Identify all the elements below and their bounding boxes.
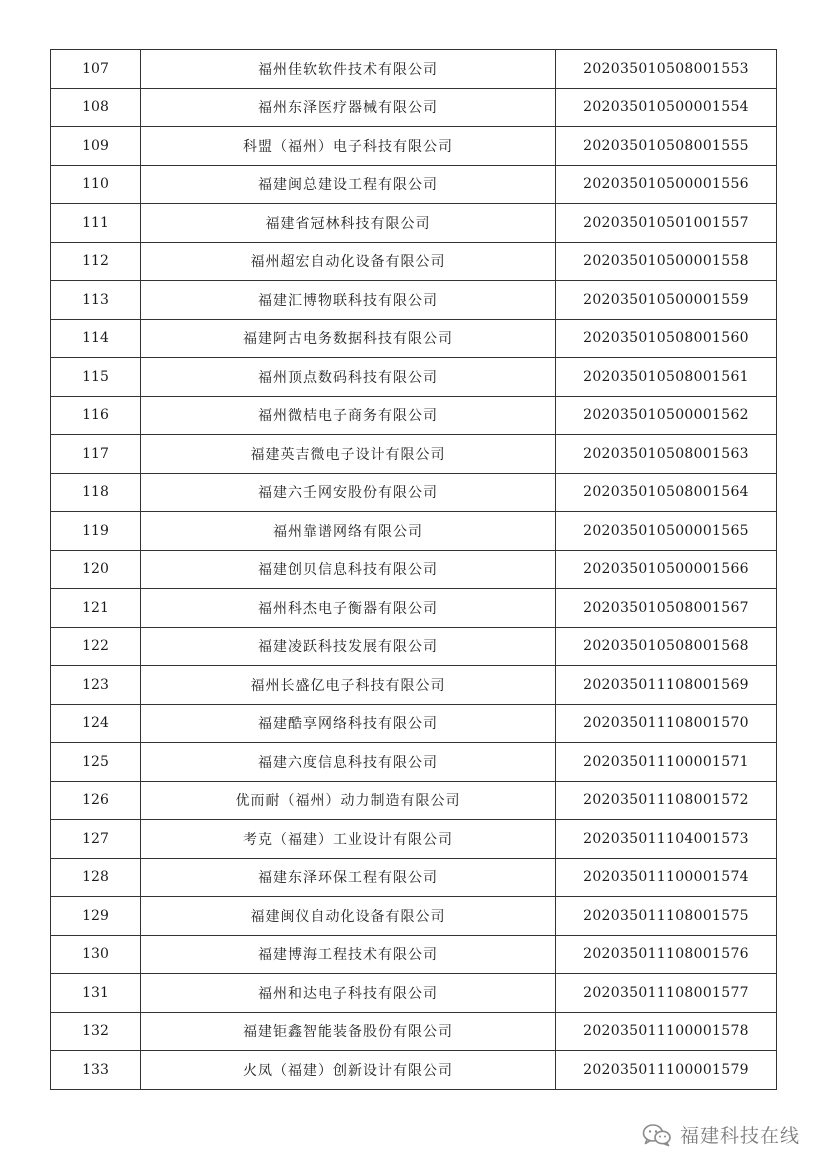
row-number: 132 (51, 1012, 141, 1051)
company-name: 福州微桔电子商务有限公司 (141, 396, 556, 435)
company-name: 福州顶点数码科技有限公司 (141, 358, 556, 397)
registration-code: 202035010500001558 (556, 242, 777, 281)
table-row (51, 589, 777, 628)
table-row (51, 127, 777, 166)
row-number: 122 (51, 627, 141, 666)
table-row (51, 242, 777, 281)
company-name: 福建六壬网安股份有限公司 (141, 473, 556, 512)
row-number: 111 (51, 204, 141, 243)
registration-code: 202035010500001554 (556, 88, 777, 127)
company-name: 火凤（福建）创新设计有限公司 (141, 1051, 556, 1090)
table-row (51, 512, 777, 551)
company-name: 福建闽总建设工程有限公司 (141, 165, 556, 204)
table-row (51, 550, 777, 589)
table-row (51, 743, 777, 782)
table-row (51, 820, 777, 859)
row-number: 124 (51, 704, 141, 743)
registration-code: 202035011108001570 (556, 704, 777, 743)
company-name: 福建六度信息科技有限公司 (141, 743, 556, 782)
company-name: 福建闽仪自动化设备有限公司 (141, 897, 556, 936)
registration-code: 202035011100001571 (556, 743, 777, 782)
company-name: 福建凌跃科技发展有限公司 (141, 627, 556, 666)
table-row (51, 974, 777, 1013)
row-number: 119 (51, 512, 141, 551)
registration-code: 202035011108001575 (556, 897, 777, 936)
table-row (51, 281, 777, 320)
table-row (51, 1012, 777, 1051)
row-number: 125 (51, 743, 141, 782)
registration-code: 202035010500001559 (556, 281, 777, 320)
registration-code: 202035011100001578 (556, 1012, 777, 1051)
company-name: 福州靠谱网络有限公司 (141, 512, 556, 551)
registration-code: 202035010500001565 (556, 512, 777, 551)
registration-code: 202035010508001563 (556, 435, 777, 474)
company-name: 优而耐（福州）动力制造有限公司 (141, 781, 556, 820)
row-number: 108 (51, 88, 141, 127)
registration-code: 202035011108001569 (556, 666, 777, 705)
company-name: 考克（福建）工业设计有限公司 (141, 820, 556, 859)
registration-code: 202035010500001562 (556, 396, 777, 435)
registration-code: 202035011104001573 (556, 820, 777, 859)
table-row (51, 1051, 777, 1090)
row-number: 126 (51, 781, 141, 820)
table-row (51, 704, 777, 743)
registration-code: 202035010508001567 (556, 589, 777, 628)
company-name: 福州和达电子科技有限公司 (141, 974, 556, 1013)
row-number: 116 (51, 396, 141, 435)
watermark-text: 福建科技在线 (679, 1125, 800, 1147)
registration-code: 202035010508001560 (556, 319, 777, 358)
registration-code: 202035010508001568 (556, 627, 777, 666)
table-row (51, 396, 777, 435)
table-row (51, 935, 777, 974)
table-row (51, 666, 777, 705)
company-name: 福州佳软软件技术有限公司 (141, 50, 556, 89)
table-row (51, 88, 777, 127)
row-number: 110 (51, 165, 141, 204)
watermark (642, 1121, 800, 1148)
company-name: 福建东泽环保工程有限公司 (141, 858, 556, 897)
company-name: 福建省冠林科技有限公司 (141, 204, 556, 243)
row-number: 128 (51, 858, 141, 897)
table-row (51, 319, 777, 358)
registration-code: 202035010508001555 (556, 127, 777, 166)
registration-code: 202035010500001566 (556, 550, 777, 589)
row-number: 123 (51, 666, 141, 705)
company-name: 福建汇博物联科技有限公司 (141, 281, 556, 320)
registration-code: 202035011108001576 (556, 935, 777, 974)
company-name: 福建创贝信息科技有限公司 (141, 550, 556, 589)
row-number: 112 (51, 242, 141, 281)
row-number: 107 (51, 50, 141, 89)
table-row (51, 897, 777, 936)
row-number: 131 (51, 974, 141, 1013)
table-row (51, 858, 777, 897)
row-number: 121 (51, 589, 141, 628)
row-number: 117 (51, 435, 141, 474)
row-number: 120 (51, 550, 141, 589)
table-row (51, 50, 777, 89)
company-name: 福州东泽医疗器械有限公司 (141, 88, 556, 127)
registration-code: 202035011108001577 (556, 974, 777, 1013)
row-number: 130 (51, 935, 141, 974)
company-name: 福州长盛亿电子科技有限公司 (141, 666, 556, 705)
table-row (51, 204, 777, 243)
row-number: 118 (51, 473, 141, 512)
company-name: 福建酷享网络科技有限公司 (141, 704, 556, 743)
row-number: 109 (51, 127, 141, 166)
company-name: 福建博海工程技术有限公司 (141, 935, 556, 974)
row-number: 133 (51, 1051, 141, 1090)
wechat-icon (642, 1123, 672, 1147)
company-name: 福建钜鑫智能装备股份有限公司 (141, 1012, 556, 1051)
company-name: 福州科杰电子衡器有限公司 (141, 589, 556, 628)
registration-code: 202035010508001561 (556, 358, 777, 397)
registration-code: 202035010508001564 (556, 473, 777, 512)
table-row (51, 781, 777, 820)
row-number: 114 (51, 319, 141, 358)
registration-code: 202035010508001553 (556, 50, 777, 89)
company-name: 福建阿古电务数据科技有限公司 (141, 319, 556, 358)
registration-code: 202035011100001579 (556, 1051, 777, 1090)
company-name: 科盟（福州）电子科技有限公司 (141, 127, 556, 166)
registration-code: 202035010500001556 (556, 165, 777, 204)
table-row (51, 473, 777, 512)
row-number: 127 (51, 820, 141, 859)
registration-code: 202035011108001572 (556, 781, 777, 820)
table-row (51, 627, 777, 666)
table-row (51, 358, 777, 397)
table-row (51, 435, 777, 474)
registration-code: 202035011100001574 (556, 858, 777, 897)
registration-code: 202035010501001557 (556, 204, 777, 243)
row-number: 113 (51, 281, 141, 320)
company-registry-table (50, 49, 777, 1090)
row-number: 129 (51, 897, 141, 936)
company-name: 福建英吉微电子设计有限公司 (141, 435, 556, 474)
row-number: 115 (51, 358, 141, 397)
registry-table-body (51, 50, 777, 1090)
company-name: 福州超宏自动化设备有限公司 (141, 242, 556, 281)
table-row (51, 165, 777, 204)
